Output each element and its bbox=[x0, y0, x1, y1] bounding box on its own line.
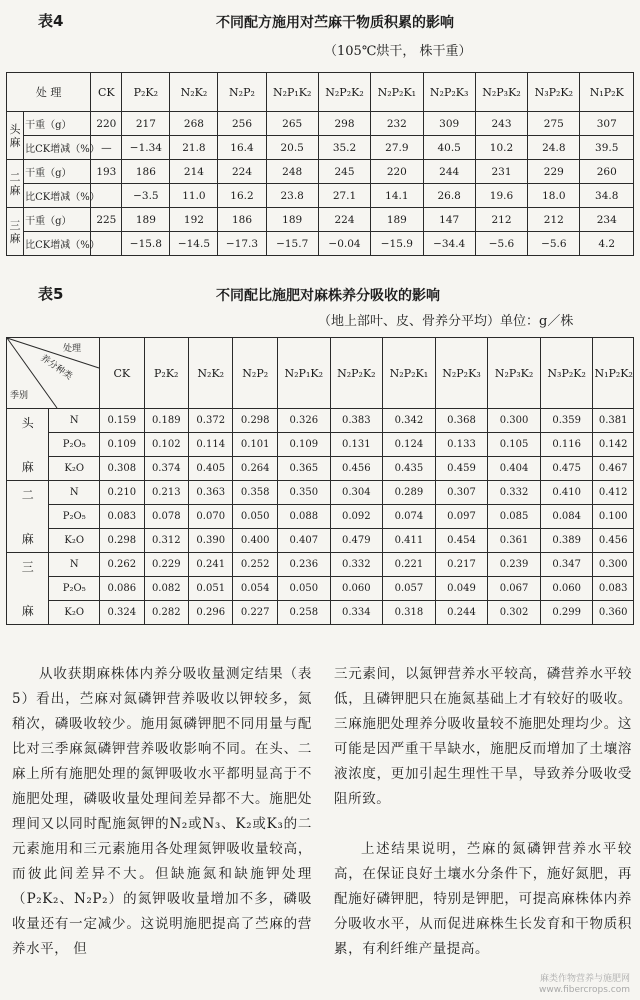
table-cell: 0.082 bbox=[144, 577, 188, 601]
table-cell: 220 bbox=[371, 160, 423, 184]
table4 bbox=[6, 72, 634, 256]
table5-col-header: N₂P₁K₂ bbox=[277, 338, 330, 409]
table-cell: 0.304 bbox=[330, 481, 383, 505]
table5-title: 不同配比施肥对麻株养分吸收的影响 bbox=[216, 288, 440, 304]
table5-col-header: N₂P₂K₁ bbox=[383, 338, 436, 409]
table-cell: 307 bbox=[580, 112, 634, 136]
table-cell: −5.6 bbox=[528, 232, 580, 256]
table-cell: 0.405 bbox=[189, 457, 233, 481]
table-cell: 34.8 bbox=[580, 184, 634, 208]
table-cell: 0.389 bbox=[540, 529, 593, 553]
table5-season-label: 三 麻 bbox=[7, 553, 49, 625]
table-cell: 224 bbox=[218, 160, 266, 184]
table5-header-row bbox=[7, 338, 634, 409]
table-cell: 244 bbox=[423, 160, 475, 184]
table4-col-header: N₂P₁K₂ bbox=[266, 73, 318, 112]
table-cell: 147 bbox=[423, 208, 475, 232]
table5-subtitle: （地上部叶、皮、骨养分平均）单位：g／株 bbox=[318, 314, 574, 329]
table-cell: 220 bbox=[91, 112, 122, 136]
table5-col-header: CK bbox=[100, 338, 144, 409]
table-cell: 0.262 bbox=[100, 553, 144, 577]
table-row bbox=[7, 136, 634, 160]
table-cell: 0.350 bbox=[277, 481, 330, 505]
table-cell: 26.8 bbox=[423, 184, 475, 208]
table-cell: 0.475 bbox=[540, 457, 593, 481]
table-cell: — bbox=[91, 136, 122, 160]
table-cell: 0.300 bbox=[593, 553, 634, 577]
table4-col-header: N₂P₃K₂ bbox=[475, 73, 527, 112]
table4-row-label: 比CK增减（%） bbox=[24, 136, 91, 160]
table-cell: −1.34 bbox=[122, 136, 170, 160]
table-cell: 0.407 bbox=[277, 529, 330, 553]
table-cell: 0.078 bbox=[144, 505, 188, 529]
table-cell: 0.083 bbox=[100, 505, 144, 529]
table-cell: 186 bbox=[218, 208, 266, 232]
table-cell: 245 bbox=[318, 160, 370, 184]
table-cell: 16.2 bbox=[218, 184, 266, 208]
table4-group-label: 三麻 bbox=[7, 208, 24, 256]
table-cell: 4.2 bbox=[580, 232, 634, 256]
table-cell: −3.5 bbox=[122, 184, 170, 208]
table-cell: 192 bbox=[170, 208, 218, 232]
table-cell: 265 bbox=[266, 112, 318, 136]
table-cell: 186 bbox=[122, 160, 170, 184]
table-cell: 231 bbox=[475, 160, 527, 184]
table-cell: 193 bbox=[91, 160, 122, 184]
table4-row-label: 比CK增减（%） bbox=[24, 232, 91, 256]
table-cell: 0.131 bbox=[330, 433, 383, 457]
table4-row-label: 干重（g） bbox=[24, 160, 91, 184]
table-row bbox=[7, 505, 634, 529]
table-cell: 0.479 bbox=[330, 529, 383, 553]
table4-col-header: P₂K₂ bbox=[122, 73, 170, 112]
table-cell: 24.8 bbox=[528, 136, 580, 160]
table-cell: 0.239 bbox=[488, 553, 541, 577]
nutrient-label: K₂O bbox=[49, 529, 100, 553]
table-cell: 27.1 bbox=[318, 184, 370, 208]
table-cell: 0.092 bbox=[330, 505, 383, 529]
table-cell: 0.229 bbox=[144, 553, 188, 577]
table-cell: 0.282 bbox=[144, 601, 188, 625]
table-cell: 0.109 bbox=[277, 433, 330, 457]
table-cell: 40.5 bbox=[423, 136, 475, 160]
table-cell: 0.372 bbox=[189, 409, 233, 433]
table-cell: 0.086 bbox=[100, 577, 144, 601]
table-cell: 0.358 bbox=[233, 481, 277, 505]
table-cell: 0.368 bbox=[435, 409, 488, 433]
table-cell: 0.060 bbox=[330, 577, 383, 601]
table-cell: 10.2 bbox=[475, 136, 527, 160]
table4-title: 不同配方施用对苎麻干物质积累的影响 bbox=[216, 15, 454, 31]
table4-col-header: N₂P₂K₁ bbox=[371, 73, 423, 112]
table-cell: 0.302 bbox=[488, 601, 541, 625]
table-row bbox=[7, 208, 634, 232]
table4-group-label: 二麻 bbox=[7, 160, 24, 208]
table5-col-header: N₂P₂ bbox=[233, 338, 277, 409]
table-cell: 0.326 bbox=[277, 409, 330, 433]
table-cell: 0.159 bbox=[100, 409, 144, 433]
table-cell: 0.332 bbox=[330, 553, 383, 577]
table-cell: 23.8 bbox=[266, 184, 318, 208]
table-cell: 0.142 bbox=[593, 433, 634, 457]
nutrient-label: P₂O₅ bbox=[49, 577, 100, 601]
table-cell: 0.100 bbox=[593, 505, 634, 529]
nutrient-label: N bbox=[49, 481, 100, 505]
table-cell: 16.4 bbox=[218, 136, 266, 160]
table-cell: −15.7 bbox=[266, 232, 318, 256]
body-paragraph: 从收获期麻株体内养分吸收量测定结果（表5）看出，苎麻对氮磷钾营养吸收以钾较多，氮稍次，磷吸收较少。施用氮磷钾肥不同用量与配比对三季麻氮磷钾营养吸收影响不同。在头、二麻上所有施肥处理的氮钾吸收水平都明显高于不施肥处理，磷吸收量处理间差异都不大。施肥处理间又以同时配施氮钾的N₂或N₃、K₂或K₃的二元素施用和三元素施用各处理氮钾吸收量较高，而彼此间差异不大。但缺施氮和缺施钾处理（P₂K₂、N₂P₂）的氮钾吸收量增加不多，磷吸收量还有一定减少。这说明施肥提高了苎麻的营养水平， 但 bbox=[12, 666, 312, 957]
table-cell: 0.124 bbox=[383, 433, 436, 457]
table5-col-header: N₃P₂K₂ bbox=[540, 338, 593, 409]
table-cell: −0.04 bbox=[318, 232, 370, 256]
table-row bbox=[7, 529, 634, 553]
table5-label: 表5 bbox=[38, 285, 64, 303]
table-cell: 0.101 bbox=[233, 433, 277, 457]
table-cell: 0.289 bbox=[383, 481, 436, 505]
table-cell: 0.334 bbox=[330, 601, 383, 625]
table-cell: 212 bbox=[528, 208, 580, 232]
watermark-site-name: 麻类作物营养与施肥网 bbox=[539, 974, 630, 984]
table-cell: 0.318 bbox=[383, 601, 436, 625]
table-cell: 189 bbox=[371, 208, 423, 232]
table-cell: 0.244 bbox=[435, 601, 488, 625]
table-cell: 0.454 bbox=[435, 529, 488, 553]
table-cell: 0.390 bbox=[189, 529, 233, 553]
table-cell: 0.299 bbox=[540, 601, 593, 625]
table-cell: 0.411 bbox=[383, 529, 436, 553]
table-cell: 0.404 bbox=[488, 457, 541, 481]
table-row bbox=[7, 481, 634, 505]
table-cell: 0.332 bbox=[488, 481, 541, 505]
table-cell: 0.307 bbox=[435, 481, 488, 505]
table-row bbox=[7, 232, 634, 256]
table-cell: 212 bbox=[475, 208, 527, 232]
table-cell: 243 bbox=[475, 112, 527, 136]
watermark bbox=[539, 974, 630, 996]
table-cell: 0.347 bbox=[540, 553, 593, 577]
table-cell: 0.067 bbox=[488, 577, 541, 601]
table-cell: 0.363 bbox=[189, 481, 233, 505]
table5-col-header: N₂K₂ bbox=[189, 338, 233, 409]
table-cell: 0.361 bbox=[488, 529, 541, 553]
table-cell: 0.312 bbox=[144, 529, 188, 553]
table5-season-label: 头 麻 bbox=[7, 409, 49, 481]
table-cell: 275 bbox=[528, 112, 580, 136]
table-cell: 0.435 bbox=[383, 457, 436, 481]
table-cell: 0.412 bbox=[593, 481, 634, 505]
table-row bbox=[7, 457, 634, 481]
nutrient-label: P₂O₅ bbox=[49, 505, 100, 529]
watermark-url: www.fibercrops.com bbox=[539, 985, 630, 995]
table4-subtitle: （105℃烘干， 株干重） bbox=[324, 44, 472, 59]
table-cell: 0.083 bbox=[593, 577, 634, 601]
table-cell: 0.258 bbox=[277, 601, 330, 625]
table-cell: 248 bbox=[266, 160, 318, 184]
table5-col-header: N₂P₂K₂ bbox=[330, 338, 383, 409]
table-cell: 0.241 bbox=[189, 553, 233, 577]
table-cell: 0.300 bbox=[488, 409, 541, 433]
table-row bbox=[7, 433, 634, 457]
table-cell: 0.264 bbox=[233, 457, 277, 481]
table5-col-header: N₂P₃K₂ bbox=[488, 338, 541, 409]
table4-label: 表4 bbox=[38, 12, 64, 30]
table5 bbox=[6, 337, 634, 625]
table-cell: 0.109 bbox=[100, 433, 144, 457]
table-cell: 217 bbox=[122, 112, 170, 136]
table-cell: 0.360 bbox=[593, 601, 634, 625]
table-cell: 0.051 bbox=[189, 577, 233, 601]
table-cell: 0.236 bbox=[277, 553, 330, 577]
table5-season-label: 二 麻 bbox=[7, 481, 49, 553]
table-row bbox=[7, 112, 634, 136]
table-cell: 14.1 bbox=[371, 184, 423, 208]
nutrient-label: N bbox=[49, 409, 100, 433]
body-left-column bbox=[12, 662, 312, 962]
table-cell: 268 bbox=[170, 112, 218, 136]
table-cell: 0.133 bbox=[435, 433, 488, 457]
table-cell: −14.5 bbox=[170, 232, 218, 256]
table-cell: 0.308 bbox=[100, 457, 144, 481]
table-row bbox=[7, 553, 634, 577]
table-cell: 0.298 bbox=[233, 409, 277, 433]
table-cell: 21.8 bbox=[170, 136, 218, 160]
table-cell: 0.400 bbox=[233, 529, 277, 553]
table-cell: 189 bbox=[266, 208, 318, 232]
corner-treatment-label: 处理 bbox=[63, 344, 82, 354]
table-cell: 0.210 bbox=[100, 481, 144, 505]
table-cell: 0.088 bbox=[277, 505, 330, 529]
table-cell: 0.074 bbox=[383, 505, 436, 529]
table-cell: 0.060 bbox=[540, 577, 593, 601]
table-row bbox=[7, 184, 634, 208]
table4-col-header: CK bbox=[91, 73, 122, 112]
table-cell: 0.084 bbox=[540, 505, 593, 529]
table-cell: 0.105 bbox=[488, 433, 541, 457]
table5-diagonal-header bbox=[7, 338, 100, 409]
table4-row-label: 干重（g） bbox=[24, 208, 91, 232]
table4-col-header: N₂P₂ bbox=[218, 73, 266, 112]
nutrient-label: K₂O bbox=[49, 601, 100, 625]
body-paragraph: 上述结果说明，苎麻的氮磷钾营养水平较高，在保证良好土壤水分条件下，施好氮肥，再配施好磷钾肥，特别是钾肥，可提高麻株体内养分吸收水平，从而促进麻株生长发育和干物质积累，有利纤维产量提高。 bbox=[334, 841, 632, 957]
table-cell: 189 bbox=[122, 208, 170, 232]
nutrient-label: P₂O₅ bbox=[49, 433, 100, 457]
table5-col-header: P₂K₂ bbox=[144, 338, 188, 409]
table-cell: 229 bbox=[528, 160, 580, 184]
table-cell: 0.410 bbox=[540, 481, 593, 505]
table-cell: 0.054 bbox=[233, 577, 277, 601]
table-cell: 0.102 bbox=[144, 433, 188, 457]
table-cell: 0.359 bbox=[540, 409, 593, 433]
table4-col-header: N₁P₂K bbox=[580, 73, 634, 112]
table4-col-header: N₂P₂K₂ bbox=[318, 73, 370, 112]
table-cell: 39.5 bbox=[580, 136, 634, 160]
table5-col-header: N₂P₂K₃ bbox=[435, 338, 488, 409]
table-cell: 0.365 bbox=[277, 457, 330, 481]
table-cell: 0.217 bbox=[435, 553, 488, 577]
table-cell: 225 bbox=[91, 208, 122, 232]
table-cell: 0.097 bbox=[435, 505, 488, 529]
table5-col-header: N₁P₂K₂ bbox=[593, 338, 634, 409]
table-row bbox=[7, 409, 634, 433]
table4-col-header: N₃P₂K₂ bbox=[528, 73, 580, 112]
table-row bbox=[7, 160, 634, 184]
table-cell: 0.189 bbox=[144, 409, 188, 433]
table-cell: 0.227 bbox=[233, 601, 277, 625]
table-cell: 0.057 bbox=[383, 577, 436, 601]
table4-header-row bbox=[7, 73, 634, 112]
table-cell: 0.050 bbox=[277, 577, 330, 601]
table-cell: 0.467 bbox=[593, 457, 634, 481]
table-cell: 0.374 bbox=[144, 457, 188, 481]
table-cell: 35.2 bbox=[318, 136, 370, 160]
table-cell: 0.070 bbox=[189, 505, 233, 529]
table-cell: 18.0 bbox=[528, 184, 580, 208]
table-cell: 0.381 bbox=[593, 409, 634, 433]
table-cell: 232 bbox=[371, 112, 423, 136]
table-cell: 0.296 bbox=[189, 601, 233, 625]
table-cell: 0.085 bbox=[488, 505, 541, 529]
table-cell: 0.114 bbox=[189, 433, 233, 457]
table-cell: 11.0 bbox=[170, 184, 218, 208]
table-cell: 309 bbox=[423, 112, 475, 136]
table4-row-label: 比CK增减（%） bbox=[24, 184, 91, 208]
table-cell: 0.459 bbox=[435, 457, 488, 481]
table-cell: 256 bbox=[218, 112, 266, 136]
table-cell: 20.5 bbox=[266, 136, 318, 160]
table4-group-label: 头麻 bbox=[7, 112, 24, 160]
table-cell: 0.049 bbox=[435, 577, 488, 601]
table4-col-header: N₂P₂K₃ bbox=[423, 73, 475, 112]
table-cell: −15.8 bbox=[122, 232, 170, 256]
table-cell: 27.9 bbox=[371, 136, 423, 160]
table-cell: 0.050 bbox=[233, 505, 277, 529]
table-row bbox=[7, 577, 634, 601]
table-row bbox=[7, 601, 634, 625]
table-cell: 224 bbox=[318, 208, 370, 232]
table-cell: 0.342 bbox=[383, 409, 436, 433]
table-cell: 214 bbox=[170, 160, 218, 184]
table-cell: 0.252 bbox=[233, 553, 277, 577]
table-cell: 0.116 bbox=[540, 433, 593, 457]
table-cell: 298 bbox=[318, 112, 370, 136]
body-paragraph: 三元素间，以氮钾营养水平较高，磷营养水平较低，且磷钾肥只在施氮基础上才有较好的吸收。三麻施肥处理养分吸收量较不施肥处理均少。这可能是因严重干旱缺水，施肥反而增加了土壤溶液浓度，更加引起生理性干旱，导致养分吸收受阻所致。 bbox=[334, 666, 632, 807]
table-cell: 234 bbox=[580, 208, 634, 232]
table-cell: 260 bbox=[580, 160, 634, 184]
corner-nutrient-label: 养分种类 bbox=[38, 353, 74, 383]
table-cell: 0.324 bbox=[100, 601, 144, 625]
corner-season-label: 季别 bbox=[10, 391, 29, 401]
table-cell: 19.6 bbox=[475, 184, 527, 208]
table-cell: 0.456 bbox=[330, 457, 383, 481]
table-cell: 0.383 bbox=[330, 409, 383, 433]
table-cell: −17.3 bbox=[218, 232, 266, 256]
table-cell: −5.6 bbox=[475, 232, 527, 256]
table-cell: −15.9 bbox=[371, 232, 423, 256]
table-cell: 0.456 bbox=[593, 529, 634, 553]
table-cell: 0.213 bbox=[144, 481, 188, 505]
table-cell: 0.298 bbox=[100, 529, 144, 553]
body-right-column bbox=[334, 662, 632, 962]
table4-corner: 处 理 bbox=[7, 73, 91, 112]
nutrient-label: K₂O bbox=[49, 457, 100, 481]
nutrient-label: N bbox=[49, 553, 100, 577]
table4-row-label: 干重（g） bbox=[24, 112, 91, 136]
table-cell: 0.221 bbox=[383, 553, 436, 577]
table4-col-header: N₂K₂ bbox=[170, 73, 218, 112]
table-cell: −34.4 bbox=[423, 232, 475, 256]
